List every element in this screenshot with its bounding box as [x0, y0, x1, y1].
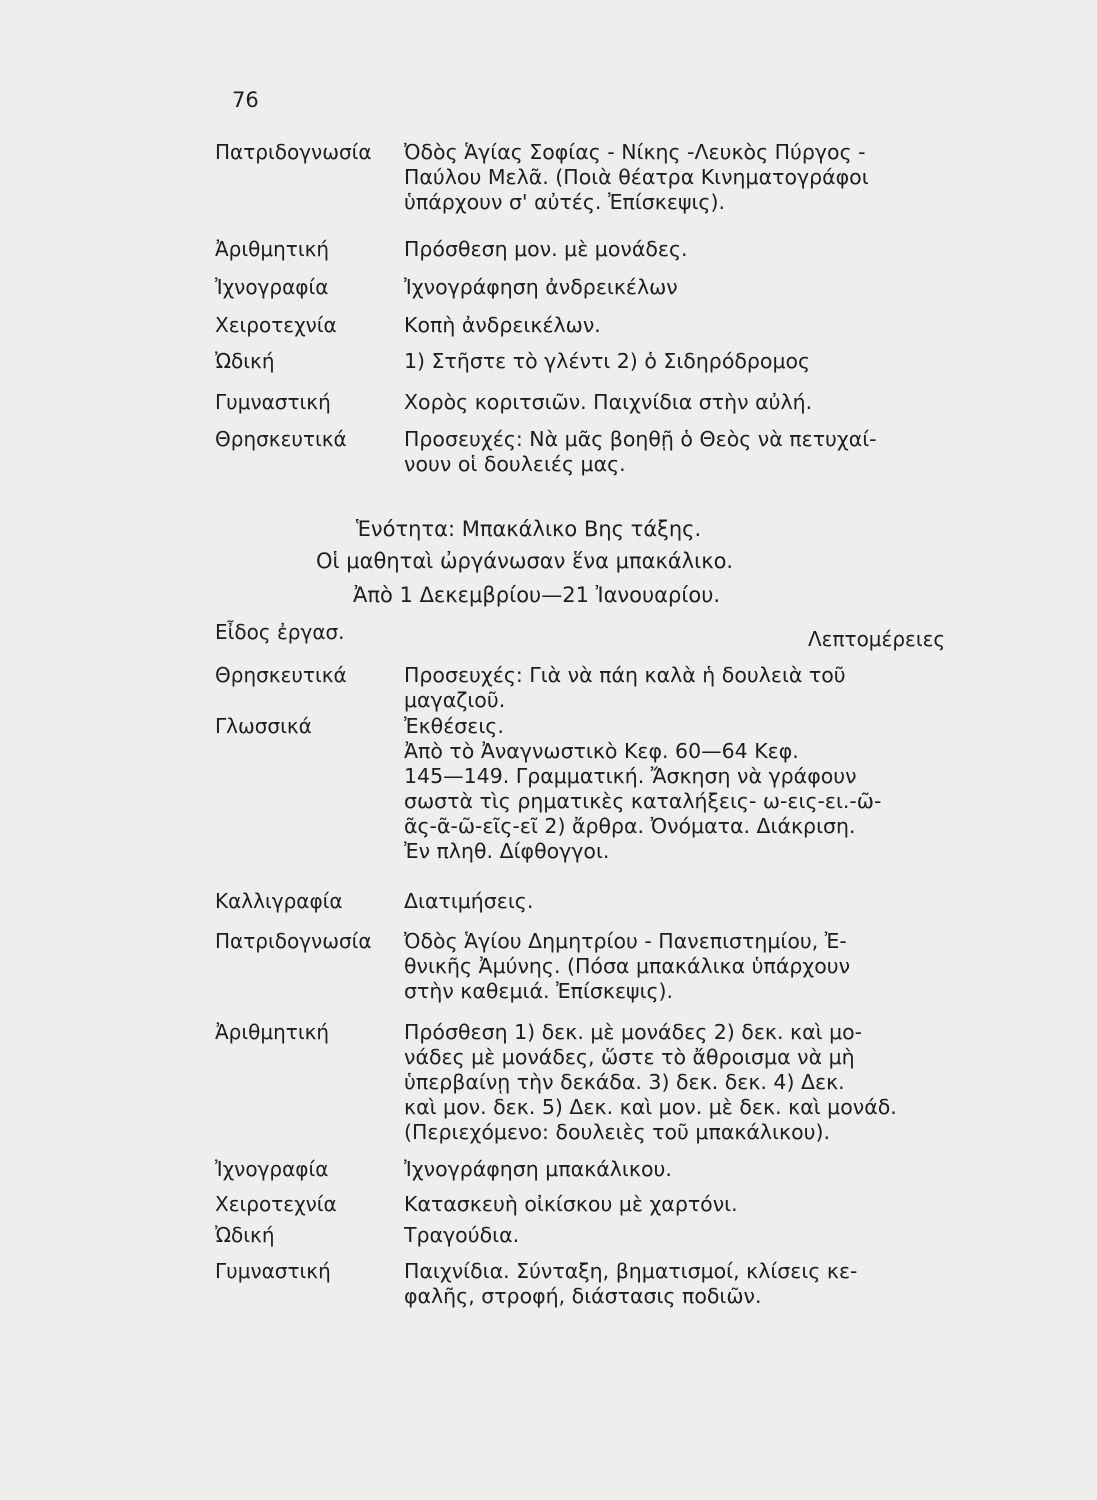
description-line: 1) Στῆστε τὸ γλέντι 2) ὁ Σιδηρόδρομος	[404, 349, 811, 373]
subject-label: Καλλιγραφία	[215, 889, 343, 913]
description-line: Ἀπὸ τὸ Ἀναγνωστικὸ Κεφ. 60—64 Κεφ.	[404, 739, 799, 763]
subject-description	[404, 1259, 954, 1309]
description-line: Πρόσθεση μον. μὲ μονάδες.	[404, 237, 688, 261]
description-line: Προσευχές: Γιὰ νὰ πάη καλὰ ἡ δουλειὰ τοῦ	[404, 663, 846, 687]
unit-subtitle: Οἱ μαθηταὶ ὠργάνωσαν ἕνα μπακάλικο.	[316, 549, 734, 573]
description-line: Ὀδὸς Ἁγίας Σοφίας - Νίκης -Λευκὸς Πύργος -	[404, 140, 866, 164]
description-line: (Περιεχόμενο: δουλειὲς τοῦ μπακάλικου).	[404, 1120, 830, 1144]
description-line: Τραγούδια.	[404, 1223, 520, 1247]
description-line: Παύλου Μελᾶ. (Ποιὰ θέατρα Κινηματογράφοι	[404, 165, 869, 189]
description-line: θνικῆς Ἀμύνης. (Πόσα μπακάλικα ὑπάρχουν	[404, 954, 851, 978]
description-line: ᾶς-ᾶ-ῶ-εῖς-εῖ 2) ἄρθρα. Ὀνόματα. Διάκριση.	[404, 814, 856, 838]
subject-label: Ἰχνογραφία	[215, 275, 329, 299]
subject-label: Πατριδογνωσία	[215, 929, 372, 953]
subject-label: Γυμναστική	[215, 390, 331, 414]
description-line: Κατασκευὴ οἰκίσκου μὲ χαρτόνι.	[404, 1192, 738, 1216]
description-line: ὑπερβαίνῃ τὴν δεκάδα. 3) δεκ. δεκ. 4) Δεκ.	[404, 1070, 845, 1094]
description-line: Ἐν πληθ. Δίφθογγοι.	[404, 839, 610, 863]
subject-description	[404, 349, 954, 374]
description-line: στὴν καθεμιά. Ἐπίσκεψις).	[404, 979, 674, 1003]
subject-label: Χειροτεχνία	[215, 1192, 337, 1216]
subject-description	[404, 390, 954, 415]
description-line: Παιχνίδια. Σύνταξη, βηματισμοί, κλίσεις κε-	[404, 1259, 858, 1283]
subject-description	[404, 427, 954, 477]
subject-label: Ἰχνογραφία	[215, 1157, 329, 1181]
subject-description	[404, 140, 954, 215]
subject-description	[404, 1020, 954, 1145]
subject-label: Ὠδική	[215, 1223, 275, 1247]
subject-label: Πατριδογνωσία	[215, 140, 372, 164]
unit-dates: Ἀπὸ 1 Δεκεμβρίου—21 Ἰανουαρίου.	[353, 583, 721, 607]
column-header-type: Εἶδος ἐργασ.	[215, 620, 345, 644]
description-line: Ἐκθέσεις.	[404, 714, 504, 738]
description-line: 145—149. Γραμματική. Ἄσκηση νὰ γράφουν	[404, 764, 857, 788]
unit-title: Ἑνότητα: Μπακάλικο Βης τάξης.	[356, 517, 702, 541]
description-line: φαλῆς, στροφή, διάστασις ποδιῶν.	[404, 1284, 762, 1308]
subject-description	[404, 275, 954, 300]
description-line: σωστὰ τὶς ρηματικὲς καταλήξεις- ω-εις-ει.-ῶ-	[404, 789, 882, 813]
description-line: Προσευχές: Νὰ μᾶς βοηθῇ ὁ Θεὸς νὰ πετυχαί-	[404, 427, 877, 451]
description-line: μαγαζιοῦ.	[404, 688, 506, 712]
description-line: Διατιμήσεις.	[404, 889, 534, 913]
subject-description	[404, 1192, 954, 1217]
description-line: Ὀδὸς Ἁγίου Δημητρίου - Πανεπιστημίου, Ἐ-	[404, 929, 847, 953]
subject-label: Γλωσσικά	[215, 714, 312, 738]
description-line: καὶ μον. δεκ. 5) Δεκ. καὶ μον. μὲ δεκ. καὶ μονάδ.	[404, 1095, 897, 1119]
subject-label: Θρησκευτικά	[215, 663, 347, 687]
description-line: Ἰχνογράφηση μπακάλικου.	[404, 1157, 672, 1181]
subject-description	[404, 929, 954, 1004]
subject-label: Χειροτεχνία	[215, 313, 337, 337]
description-line: Χορὸς κοριτσιῶν. Παιχνίδια στὴν αὐλή.	[404, 390, 813, 414]
subject-label: Ἀριθμητική	[215, 237, 330, 261]
subject-label: Ἀριθμητική	[215, 1020, 330, 1044]
subject-description	[404, 714, 954, 864]
subject-description	[404, 663, 954, 713]
subject-description	[404, 237, 954, 262]
subject-label: Ὠδική	[215, 349, 275, 373]
description-line: Κοπὴ ἀνδρεικέλων.	[404, 313, 601, 337]
description-line: νάδες μὲ μονάδες, ὥστε τὸ ἄθροισμα νὰ μὴ	[404, 1045, 855, 1069]
page-number: 76	[232, 88, 259, 112]
subject-description	[404, 1223, 954, 1248]
subject-description	[404, 313, 954, 338]
subject-description	[404, 1157, 954, 1182]
description-line: Ἰχνογράφηση ἀνδρεικέλων	[404, 275, 678, 299]
subject-description	[404, 889, 954, 914]
description-line: ὑπάρχουν σ' αὐτές. Ἐπίσκεψις).	[404, 190, 725, 214]
column-header-details: Λεπτομέρειες	[808, 627, 946, 651]
subject-label: Θρησκευτικά	[215, 427, 347, 451]
description-line: νουν οἱ δουλειές μας.	[404, 452, 626, 476]
subject-label: Γυμναστική	[215, 1259, 331, 1283]
description-line: Πρόσθεση 1) δεκ. μὲ μονάδες 2) δεκ. καὶ μο-	[404, 1020, 863, 1044]
